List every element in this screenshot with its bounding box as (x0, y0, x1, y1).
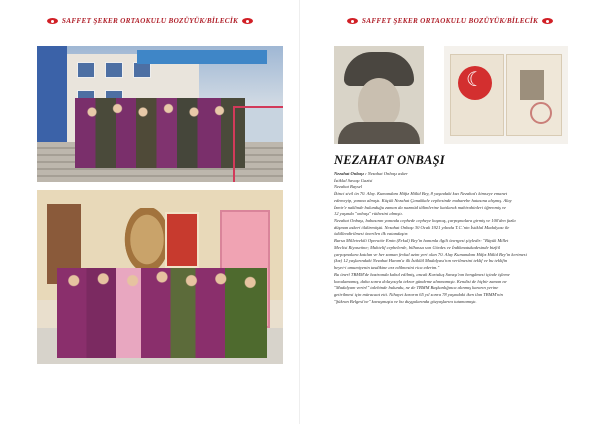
article-line (334, 238, 570, 245)
article-line-text: heyet-i umumiyenin tasdikine arz edilmesini rica ederim." (334, 265, 440, 271)
school-name-label: SAFFET ŞEKER ORTAOKULU BOZÜYÜK/BİLECİK (61, 17, 239, 25)
article-line (334, 225, 570, 232)
article-line-text: Meclisi Riyasetine; Muhtelif cephelerde, bilhassa son Gördes ve İndikmatukadesinde bizfiil (334, 244, 501, 250)
article-line (334, 299, 570, 306)
article-line (334, 245, 570, 252)
article-line-text: "Madalyam verin!" talebinde bulundu, ne de TBMM Başkanlığınca alınmış kararın yerine (334, 285, 499, 291)
article-line (334, 258, 570, 265)
turkish-flag-icon (242, 18, 253, 24)
article-line (334, 292, 570, 299)
page-header (0, 17, 300, 25)
turkish-flag-icon (47, 18, 58, 24)
article-line-text: Nezahat Onbaşı asker (366, 171, 408, 176)
article-line-text: İzmir'e naklinde bulunduğu zaman da nazmüd tâlimlerine katılarak mahirahinleri öğrenmiş ve (334, 204, 507, 210)
article-line-bold: Nezahat Onbaşı : (334, 171, 367, 176)
article-line (334, 231, 570, 238)
classroom-students-photo (37, 190, 283, 364)
turkish-flag-icon (347, 18, 358, 24)
article-line (334, 178, 570, 185)
nezahat-portrait-photo (334, 46, 424, 144)
page-header (300, 17, 600, 25)
article-line-text: edemeyip, yanına almıştı. Küçük Nezahat Çanakkale cephesinde muharebe hatasına alışmış. Alay (334, 197, 512, 203)
school-entrance-photo (37, 46, 283, 182)
school-name-label: SAFFET ŞEKER ORTAOKULU BOZÜYÜK/BİLECİK (361, 17, 539, 25)
article-line-text: çarpışmalara katılan ve her zaman fevkal azim yeri olan 70. Alay Kumandanı Hâfız Hâlid Bey'in kerimesi (334, 251, 527, 257)
article-line (334, 218, 570, 225)
article-line (334, 171, 570, 178)
article-line-text: İkinci sivil ön 70. Alay. Kumandanı Hâfız Hâlid Bey, 8 yaşındaki kızı Nezahat'ı kimseye emanet (334, 191, 508, 197)
article-body (334, 171, 570, 305)
article-line-text: getirilmesi için müracaat etti. Nihayet kararın 65 yıl sonra 78 yaşındaki iken ilan TBMM'nin (334, 291, 503, 297)
article-title: NEZAHAT ONBAŞI (334, 153, 445, 167)
article-line-text: Nezahat Baysel (334, 184, 363, 190)
article-line (334, 265, 570, 272)
article-line (334, 205, 570, 212)
article-line (334, 252, 570, 259)
article-line (334, 285, 570, 292)
article-line (334, 211, 570, 218)
crescent-flag-icon (458, 66, 492, 100)
article-line-text: İstiklal Savaşı Gazisi (334, 177, 373, 183)
article-line-text: konulamamış, daha sonra dolayısıyla tekrar gündeme alınmamıştı. Kendisi de hiçbir zaman ne (334, 278, 507, 284)
article-line-text: Bursa Milletvekili Operatör Emin (Erkul) Bey'in hanımla ilgili önergesi şöyledir: "Büyük Millet (334, 238, 509, 244)
article-line-text: (kız) 12 yaşlarındaki Nezahat Hanım'a ilk İstiklâl Madalyası'nın verilmesini teklif ve bu teklifin (334, 258, 508, 264)
turkish-flag-icon (542, 18, 553, 24)
article-line (334, 279, 570, 286)
article-line (334, 184, 570, 191)
article-line-text: Nezahat Onbaşı, babasının yanında cephede cepheye koşmuş, çarpışmalara girmiş ve 100'den fazla (334, 218, 516, 224)
article-line-text: Bu önerî TBMM'de haziranda kabul edilmiş, ancak Kurtuluş Savaşı'nın hengâmesi içinde işleme (334, 271, 510, 277)
article-line (334, 272, 570, 279)
article-line (334, 191, 570, 198)
article-line (334, 198, 570, 205)
article-line-text: ödüllendirilmesi önerilen ilk vatandaştır. (334, 231, 409, 237)
article-line-text: düşman askeri öldürmüştü. Nezahat Onbaşı 30 Ocak 1921 yılında T.C.'nin İstiklal Madalyası ile (334, 224, 510, 230)
article-line-text: 12 yaşında "onbaşı" rütbesini almıştı. (334, 211, 403, 217)
article-line-text: "Şükran Belgesi'ne" kavuşmuştu ve bu duygularında gözyaşlarını tutamamıştı. (334, 298, 477, 304)
identity-document-photo (444, 46, 568, 144)
